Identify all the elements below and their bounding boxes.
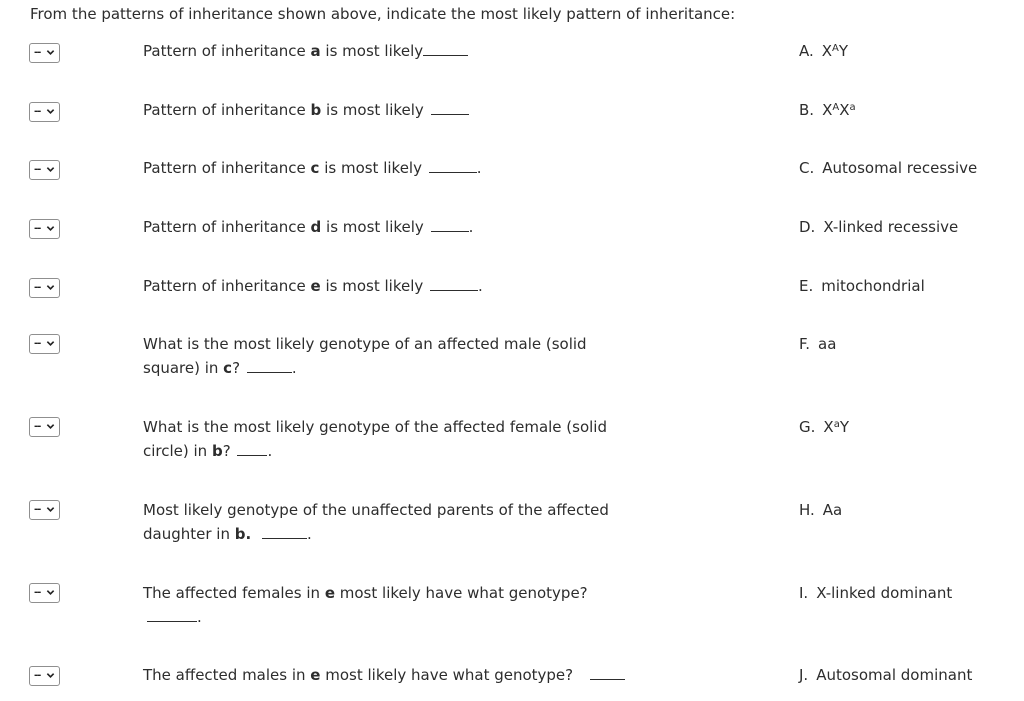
answer-blank bbox=[430, 275, 478, 291]
question-pre: Pattern of inheritance bbox=[143, 42, 311, 60]
dropdown-value: -- bbox=[34, 338, 41, 349]
option-letter: E. bbox=[799, 277, 814, 295]
answer-blank bbox=[431, 216, 469, 232]
dropdown-value: -- bbox=[34, 421, 41, 432]
dropdown-value: -- bbox=[34, 106, 41, 117]
question-bold: b bbox=[310, 101, 322, 119]
question-tail: . bbox=[197, 608, 202, 626]
option-text: Autosomal recessive bbox=[822, 159, 978, 177]
option-letter: B. bbox=[799, 101, 815, 119]
question-text bbox=[143, 156, 663, 180]
question-bold: c bbox=[310, 159, 320, 177]
question-pre: Pattern of inheritance bbox=[143, 218, 311, 236]
option-sup: A bbox=[832, 102, 840, 113]
question-post: most likely have what genotype? bbox=[320, 666, 578, 684]
chevron-down-icon bbox=[46, 107, 55, 116]
option-text: X-linked recessive bbox=[823, 218, 959, 236]
option-letter: H. bbox=[799, 501, 815, 519]
answer-dropdown[interactable] bbox=[29, 278, 60, 298]
question-pre: What is the most likely genotype of the affected female (solid circle) in bbox=[143, 418, 607, 460]
question-text bbox=[143, 39, 663, 63]
option-rest: Y bbox=[839, 418, 849, 436]
chevron-down-icon bbox=[46, 588, 55, 597]
answer-blank bbox=[590, 664, 625, 680]
answer-blank bbox=[431, 99, 469, 115]
question-tail: . bbox=[306, 525, 312, 543]
answer-dropdown[interactable] bbox=[29, 500, 60, 520]
question-text bbox=[143, 332, 613, 380]
option-letter: A. bbox=[799, 42, 814, 60]
option-letter: F. bbox=[799, 335, 810, 353]
chevron-down-icon bbox=[46, 339, 55, 348]
answer-dropdown[interactable] bbox=[29, 43, 60, 63]
answer-blank bbox=[147, 606, 197, 622]
option-a bbox=[799, 39, 848, 63]
question-pre: Pattern of inheritance bbox=[143, 159, 311, 177]
question-pre: The affected males in bbox=[143, 666, 311, 684]
dropdown-value: -- bbox=[34, 282, 41, 293]
question-tail: . bbox=[267, 442, 273, 460]
option-rest: X bbox=[839, 101, 850, 119]
option-letter: D. bbox=[799, 218, 816, 236]
question-tail: . bbox=[476, 159, 482, 177]
question-bold: c bbox=[223, 359, 233, 377]
option-j bbox=[799, 663, 972, 687]
dropdown-value: -- bbox=[34, 670, 41, 681]
question-text bbox=[143, 498, 643, 546]
answer-blank bbox=[429, 157, 477, 173]
question-bold: a bbox=[310, 42, 321, 60]
chevron-down-icon bbox=[46, 671, 55, 680]
option-c bbox=[799, 156, 977, 180]
dropdown-value: -- bbox=[34, 47, 41, 58]
answer-dropdown[interactable] bbox=[29, 666, 60, 686]
option-letter: I. bbox=[799, 584, 809, 602]
question-pre: Most likely genotype of the unaffected parents of the affected daughter in bbox=[143, 501, 609, 543]
chevron-down-icon bbox=[46, 48, 55, 57]
option-sup: A bbox=[832, 43, 839, 54]
option-sup: a bbox=[833, 419, 840, 430]
answer-dropdown[interactable] bbox=[29, 160, 60, 180]
question-text bbox=[143, 663, 663, 687]
option-i bbox=[799, 581, 952, 605]
question-text bbox=[143, 581, 663, 629]
answer-dropdown[interactable] bbox=[29, 334, 60, 354]
question-bold: b bbox=[211, 442, 223, 460]
option-rest: Y bbox=[838, 42, 849, 60]
option-f bbox=[799, 332, 836, 356]
option-sup2: a bbox=[849, 102, 856, 113]
question-pre: The affected females in bbox=[143, 584, 325, 602]
question-post: is most likely bbox=[319, 159, 427, 177]
question-text bbox=[143, 415, 633, 463]
question-post: ? bbox=[232, 359, 245, 377]
question-tail: . bbox=[291, 359, 297, 377]
question-text bbox=[143, 274, 663, 298]
question-post: is most likely bbox=[321, 101, 429, 119]
option-text: mitochondrial bbox=[821, 277, 925, 295]
answer-dropdown[interactable] bbox=[29, 102, 60, 122]
question-post: most likely have what genotype? bbox=[335, 584, 588, 602]
answer-blank bbox=[262, 523, 307, 539]
dropdown-value: -- bbox=[34, 223, 41, 234]
option-letter: G. bbox=[799, 418, 816, 436]
option-letter: J. bbox=[799, 666, 809, 684]
answer-dropdown[interactable] bbox=[29, 583, 60, 603]
option-text: Autosomal dominant bbox=[816, 666, 973, 684]
answer-blank bbox=[423, 40, 468, 56]
chevron-down-icon bbox=[46, 224, 55, 233]
option-base: X bbox=[823, 418, 834, 436]
question-post: ? bbox=[222, 442, 236, 460]
question-tail: . bbox=[478, 277, 483, 295]
option-d bbox=[799, 215, 958, 239]
question-tail: . bbox=[468, 218, 474, 236]
chevron-down-icon bbox=[46, 422, 55, 431]
option-b bbox=[799, 98, 856, 122]
question-pre: Pattern of inheritance bbox=[143, 277, 311, 295]
option-e bbox=[799, 274, 925, 298]
chevron-down-icon bbox=[46, 283, 55, 292]
option-g bbox=[799, 415, 849, 439]
option-text: aa bbox=[818, 335, 837, 353]
chevron-down-icon bbox=[46, 165, 55, 174]
answer-blank bbox=[247, 357, 292, 373]
option-base: X bbox=[821, 42, 833, 60]
question-bold: e bbox=[324, 584, 335, 602]
option-base: X bbox=[822, 101, 833, 119]
question-text bbox=[143, 98, 663, 122]
instruction-text: From the patterns of inheritance shown above, indicate the most likely pattern of inheritance: bbox=[30, 5, 736, 23]
option-h bbox=[799, 498, 842, 522]
question-pre: What is the most likely genotype of an affected male (solid square) in bbox=[143, 335, 587, 377]
question-text bbox=[143, 215, 663, 239]
dropdown-value: -- bbox=[34, 164, 41, 175]
question-bold: d bbox=[310, 218, 322, 236]
question-post: is most likely bbox=[320, 277, 429, 295]
question-bold: b. bbox=[234, 525, 252, 543]
question-bold: e bbox=[310, 666, 321, 684]
dropdown-value: -- bbox=[34, 504, 41, 515]
question-post: is most likely bbox=[321, 218, 429, 236]
question-pre: Pattern of inheritance bbox=[143, 101, 311, 119]
question-post bbox=[251, 525, 256, 543]
answer-dropdown[interactable] bbox=[29, 219, 60, 239]
option-text: X-linked dominant bbox=[816, 584, 953, 602]
chevron-down-icon bbox=[46, 505, 55, 514]
question-post: is most likely bbox=[320, 42, 424, 60]
option-letter: C. bbox=[799, 159, 815, 177]
question-bold: e bbox=[310, 277, 321, 295]
dropdown-value: -- bbox=[34, 587, 41, 598]
answer-blank bbox=[237, 440, 267, 456]
option-text: Aa bbox=[822, 501, 843, 519]
answer-dropdown[interactable] bbox=[29, 417, 60, 437]
